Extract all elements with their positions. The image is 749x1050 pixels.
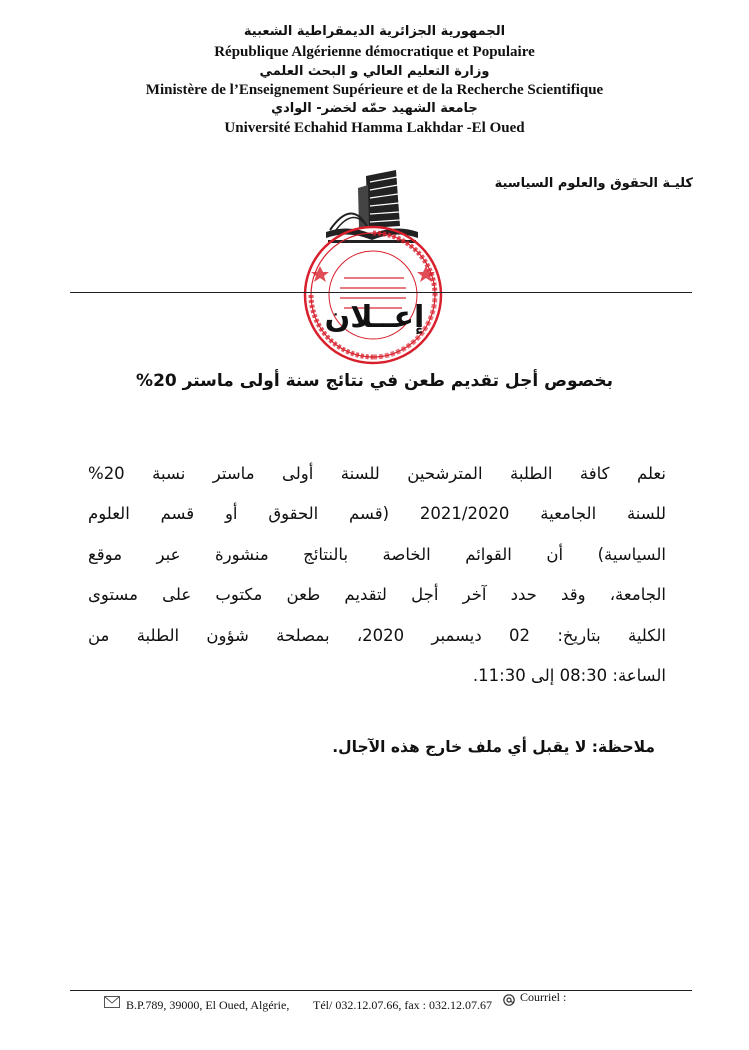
footer-phone: Tél/ 032.12.07.66, fax : 032.12.07.67 <box>313 998 492 1012</box>
header-fr-ministry: Ministère de l’Enseignement Supérieure et de la Recherche Scientifique <box>145 82 604 98</box>
header-divider <box>70 292 692 293</box>
footer-address: B.P.789, 39000, El Oued, Algérie, <box>126 998 290 1012</box>
body-line: الكلية بتاريخ: 02 ديسمبر 2020، بمصلحة شؤون الطلبة من <box>88 626 666 645</box>
header-fr-university: Université Echahid Hamma Lakhdar -El Oued <box>224 120 525 136</box>
faculty-name: كليـة الحقوق والعلوم السياسية <box>494 176 693 191</box>
body-line: الساعة: 08:30 إلى 11:30. <box>472 666 666 685</box>
body-line: الجامعة، وقد حدد آخر أجل لتقديم طعن مكتوب على مستوى <box>88 585 666 604</box>
header-ar-ministry: وزارة التعليم العالي و البحث العلمي <box>259 64 490 79</box>
header-ar-republic: الجمهورية الجزائرية الديمقراطية الشعبية <box>243 24 506 39</box>
announcement-title: إعــلان <box>324 300 425 335</box>
envelope-icon <box>104 996 120 1008</box>
body-line: للسنة الجامعية 2021/2020 (قسم الحقوق أو قسم العلوم <box>88 504 666 523</box>
footer-email-label: Courriel : <box>520 990 567 1004</box>
announcement-subtitle: بخصوص أجل تقديم طعن في نتائج سنة أولى ماستر 20% <box>136 371 613 391</box>
header-ar-university: جامعة الشهيد حمّه لخضر- الوادي <box>271 101 478 116</box>
official-stamp <box>300 222 446 368</box>
email-icon <box>501 994 517 1006</box>
footer-divider <box>70 990 692 991</box>
body-line: نعلم كافة الطلبة المترشحين للسنة أولى ماستر نسبة 20% <box>88 464 666 483</box>
note-text: ملاحظة: لا يقبل أي ملف خارج هذه الآجال. <box>332 738 655 756</box>
body-line: السياسية) أن القوائم الخاصة بالنتائج منشورة عبر موقع <box>88 545 666 564</box>
header-fr-republic: République Algérienne démocratique et Populaire <box>214 44 535 60</box>
